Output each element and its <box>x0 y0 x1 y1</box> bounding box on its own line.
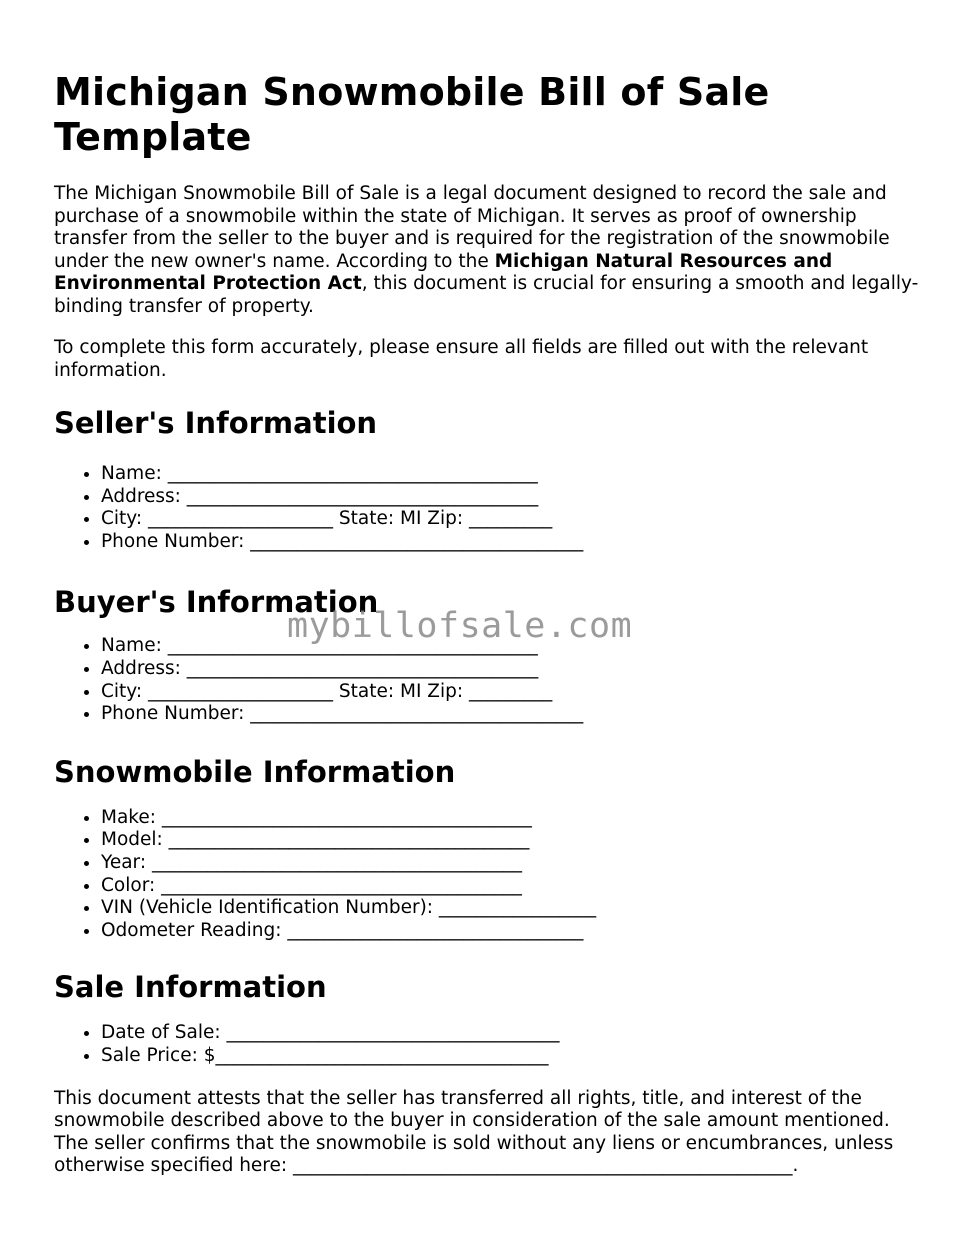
seller-address-field[interactable]: • Address: ______________________________________ <box>101 486 924 509</box>
instruction-paragraph: To complete this form accurately, please ensure all fields are filled out with the relevant information. <box>54 337 869 381</box>
buyer-name-field[interactable]: • Name: ________________________________________ <box>101 635 924 658</box>
sale-date-field[interactable]: • Date of Sale: ____________________________________ <box>101 1022 924 1045</box>
watermark: mybillofsale.com <box>287 606 633 646</box>
buyer-phone-field[interactable]: • Phone Number: ____________________________________ <box>101 703 924 726</box>
buyer-address-field[interactable]: • Address: ______________________________________ <box>101 658 924 681</box>
buyer-city-field[interactable]: • City: ____________________ State: MI Zip: _________ <box>101 681 924 704</box>
intro-text-after: , this document is crucial for ensuring a smooth and legally-binding transfer of property. <box>54 273 919 317</box>
seller-fields <box>54 463 924 553</box>
snowmobile-fields <box>54 807 924 943</box>
seller-phone-field[interactable]: • Phone Number: ____________________________________ <box>101 531 924 554</box>
intro-text-before: The Michigan Snowmobile Bill of Sale is a legal document designed to record the sale and purchase of a snowmobile within the state of Michigan. It serves as proof of ownership transfer from the seller to the buyer and is required for the registration of the snowmobile under the new owner's name. According to the <box>54 183 890 272</box>
snowmobile-vin-field[interactable]: • VIN (Vehicle Identification Number): _________________ <box>101 897 924 920</box>
sale-heading: Sale Information <box>54 970 327 1005</box>
snowmobile-year-field[interactable]: • Year: ________________________________________ <box>101 852 924 875</box>
intro-act-name: Michigan Natural Resources and Environmental Protection Act <box>54 250 833 294</box>
document <box>54 0 924 1178</box>
sale-price-field[interactable]: • Sale Price: $____________________________________ <box>101 1045 924 1068</box>
page-title: Michigan Snowmobile Bill of Sale Template <box>54 70 770 159</box>
buyer-heading: Buyer's Information <box>54 585 379 620</box>
snowmobile-model-field[interactable]: • Model: _______________________________________ <box>101 829 924 852</box>
snowmobile-heading: Snowmobile Information <box>54 754 456 789</box>
seller-name-field[interactable]: • Name: ________________________________________ <box>101 463 924 486</box>
intro-paragraph <box>54 183 924 318</box>
seller-city-field[interactable]: • City: ____________________ State: MI Zip: _________ <box>101 508 924 531</box>
sale-fields <box>54 1022 924 1067</box>
seller-heading: Seller's Information <box>54 406 378 440</box>
snowmobile-odometer-field[interactable]: • Odometer Reading: ________________________________ <box>101 920 924 943</box>
snowmobile-color-field[interactable]: • Color: _______________________________________ <box>101 875 924 898</box>
closing-paragraph: This document attests that the seller has transferred all rights, title, and interest of the snowmobile described above to the buyer in consideration of the sale amount mentioned. The seller confirms that the snowmobile is sold without any liens or encumbrances, unless otherwise specified here: ______________________________________________________. <box>54 1087 894 1176</box>
buyer-fields <box>54 635 924 725</box>
snowmobile-make-field[interactable]: • Make: ________________________________________ <box>101 807 924 830</box>
